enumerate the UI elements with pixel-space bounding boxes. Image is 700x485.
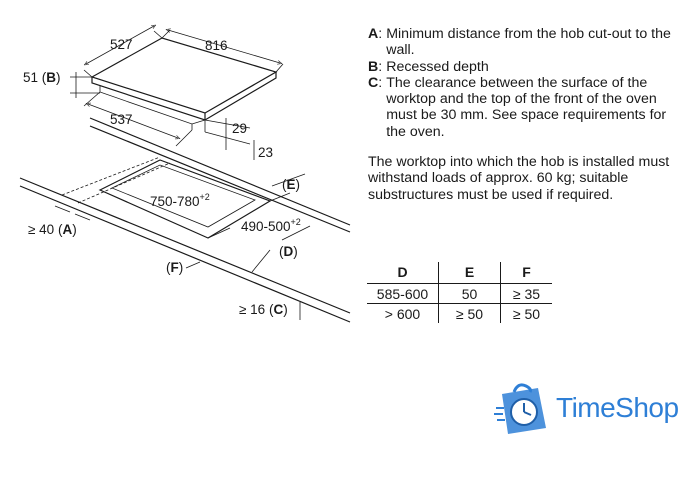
logo-text: TimeShop <box>556 392 679 423</box>
label-e: (E) <box>282 177 301 192</box>
table-header-row <box>367 262 552 284</box>
dim-16-c: ≥ 16 (C) <box>239 302 288 317</box>
table-cell: ≥ 50 <box>512 305 541 322</box>
cutout-depth: $490-500^{+2}$ <box>241 217 301 234</box>
dim-51-b: 51 (B) <box>23 70 61 85</box>
table-cell: ≥ 35 <box>512 285 541 302</box>
dim-40-a: ≥ 40 (A) <box>28 222 77 237</box>
timeshop-logo <box>494 380 694 436</box>
note-c: C : The clearance between the surface of the worktop and the top of the front of the oven must be 30 mm. See space requirements for the oven. <box>368 74 667 140</box>
header-d: D <box>367 262 439 284</box>
hob-installation-diagram <box>0 0 360 340</box>
dim-816: 816 <box>205 38 228 53</box>
note-b: B : Recessed depth <box>368 58 489 75</box>
cutout-width: $750-780^{+2}$ <box>150 192 210 209</box>
worktop-load-note: The worktop into which the hob is installed must withstand loads of approx. 60 kg; suitable substructures must be used if required. <box>368 154 670 203</box>
table-cell: 585-600 <box>367 284 439 304</box>
header-e: E <box>439 262 501 284</box>
dim-29: 29 <box>232 121 248 136</box>
table-row <box>367 304 552 324</box>
table-cell: ≥ 50 <box>439 304 501 324</box>
notes-list <box>368 26 688 140</box>
dim-537: 537 <box>110 112 133 127</box>
note-a: A : Minimum distance from the hob cut-out to the wall. <box>368 26 671 59</box>
dim-527: 527 <box>110 37 133 52</box>
dim-23: 23 <box>258 145 274 160</box>
header-f: F <box>522 263 531 280</box>
label-f: (F) <box>166 260 184 275</box>
table-cell: 50 <box>439 284 501 304</box>
clearance-table <box>367 262 552 323</box>
table-row <box>367 284 552 304</box>
clock-bag-icon <box>494 380 556 436</box>
label-d: (D) <box>279 244 298 259</box>
table-cell: > 600 <box>367 304 439 324</box>
